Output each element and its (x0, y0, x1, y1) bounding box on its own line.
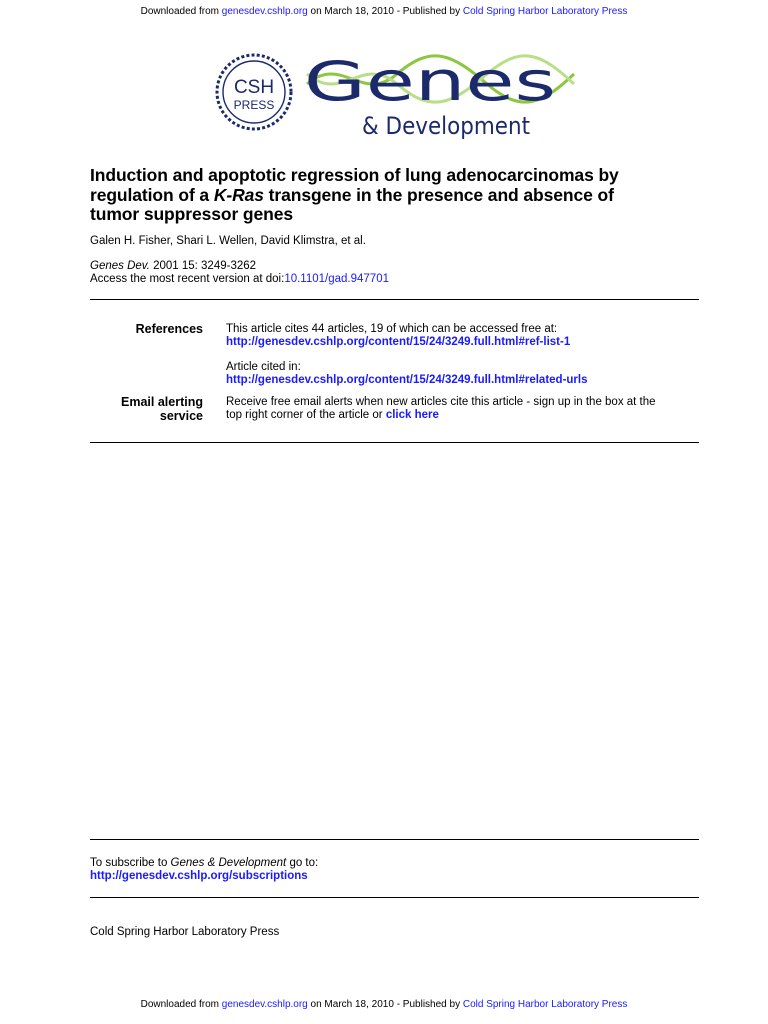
divider-subscribe-bottom (90, 897, 699, 898)
alerting-text-line-2-text: top right corner of the article or (226, 408, 386, 421)
subscribe-prefix: To subscribe to (90, 857, 171, 869)
click-here-link[interactable]: click here (385, 408, 439, 421)
subscribe-journal: Genes & Development (170, 857, 287, 869)
access-prefix: Access the most recent version at doi: (90, 273, 285, 285)
email-alerting-label (90, 396, 203, 423)
cited-in-text: Article cited in: (226, 361, 301, 373)
email-alerting-body (226, 396, 706, 421)
publisher-link-bottom[interactable]: Cold Spring Harbor Laboratory Press (462, 999, 628, 1010)
title-line-2 (90, 186, 710, 206)
email-alerting-label-line-2: service (159, 408, 203, 423)
citation-line (90, 260, 389, 273)
title-line-2-post: transgene in the presence and absence of (263, 184, 614, 205)
references-body (226, 323, 706, 348)
publisher-name: Cold Spring Harbor Laboratory Press (90, 926, 280, 938)
ref-list-link[interactable]: http://genesdev.cshlp.org/content/15/24/3249.full.html#ref-list-1 (226, 335, 571, 348)
citation-block (90, 260, 389, 286)
download-prefix-bottom: Downloaded from (140, 999, 222, 1010)
title-line-2-pre: regulation of a (90, 184, 214, 205)
seal-text-press: PRESS (233, 98, 275, 112)
article-title (90, 166, 710, 225)
logo-development-word: & Development (362, 112, 530, 140)
related-urls-link[interactable]: http://genesdev.cshlp.org/content/15/24/3249.full.html#related-urls (226, 373, 588, 386)
site-link-bottom[interactable]: genesdev.cshlp.org (221, 999, 308, 1010)
download-middle: on March 18, 2010 - Published by (307, 6, 463, 17)
alerting-text-line-1: Receive free email alerts when new articles cite this article - sign up in the box at the (226, 396, 656, 408)
subscribe-line (90, 857, 318, 870)
alerting-text-line-2 (226, 409, 706, 422)
site-link-top[interactable]: genesdev.cshlp.org (221, 6, 308, 17)
email-alerting-label-line-1: Email alerting (121, 395, 203, 409)
publisher-link-top[interactable]: Cold Spring Harbor Laboratory Press (462, 6, 628, 17)
download-prefix: Downloaded from (140, 6, 222, 17)
divider-mid (90, 442, 699, 443)
download-info-top (0, 6, 768, 18)
title-line-1: Induction and apoptotic regression of lung adenocarcinomas by (90, 165, 619, 185)
download-info-bottom (0, 999, 768, 1011)
references-text: This article cites 44 articles, 19 of which can be accessed free at: (226, 323, 558, 335)
doi-link[interactable]: 10.1101/gad.947701 (284, 273, 389, 285)
title-line-3: tumor suppressor genes (90, 204, 293, 224)
divider-subscribe-top (90, 839, 699, 840)
logo-genes-word: Genes (304, 50, 556, 113)
csh-press-seal-icon (217, 55, 291, 129)
divider-top (90, 299, 699, 300)
subscribe-block (90, 857, 318, 882)
subscriptions-link[interactable]: http://genesdev.cshlp.org/subscriptions (90, 869, 308, 882)
access-line (90, 273, 389, 286)
citation-volume: 2001 15: 3249-3262 (149, 260, 257, 272)
gene-name: K-Ras (213, 184, 264, 205)
subscribe-suffix: go to: (286, 857, 319, 869)
download-middle-bottom: on March 18, 2010 - Published by (307, 999, 463, 1010)
cited-in-body (226, 361, 706, 386)
seal-text-csh: CSH (233, 77, 275, 98)
references-label: References (135, 322, 203, 336)
author-list: Galen H. Fisher, Shari L. Wellen, David Klimstra, et al. (90, 235, 366, 247)
journal-name: Genes Dev. (90, 260, 150, 272)
journal-logo (212, 44, 582, 144)
